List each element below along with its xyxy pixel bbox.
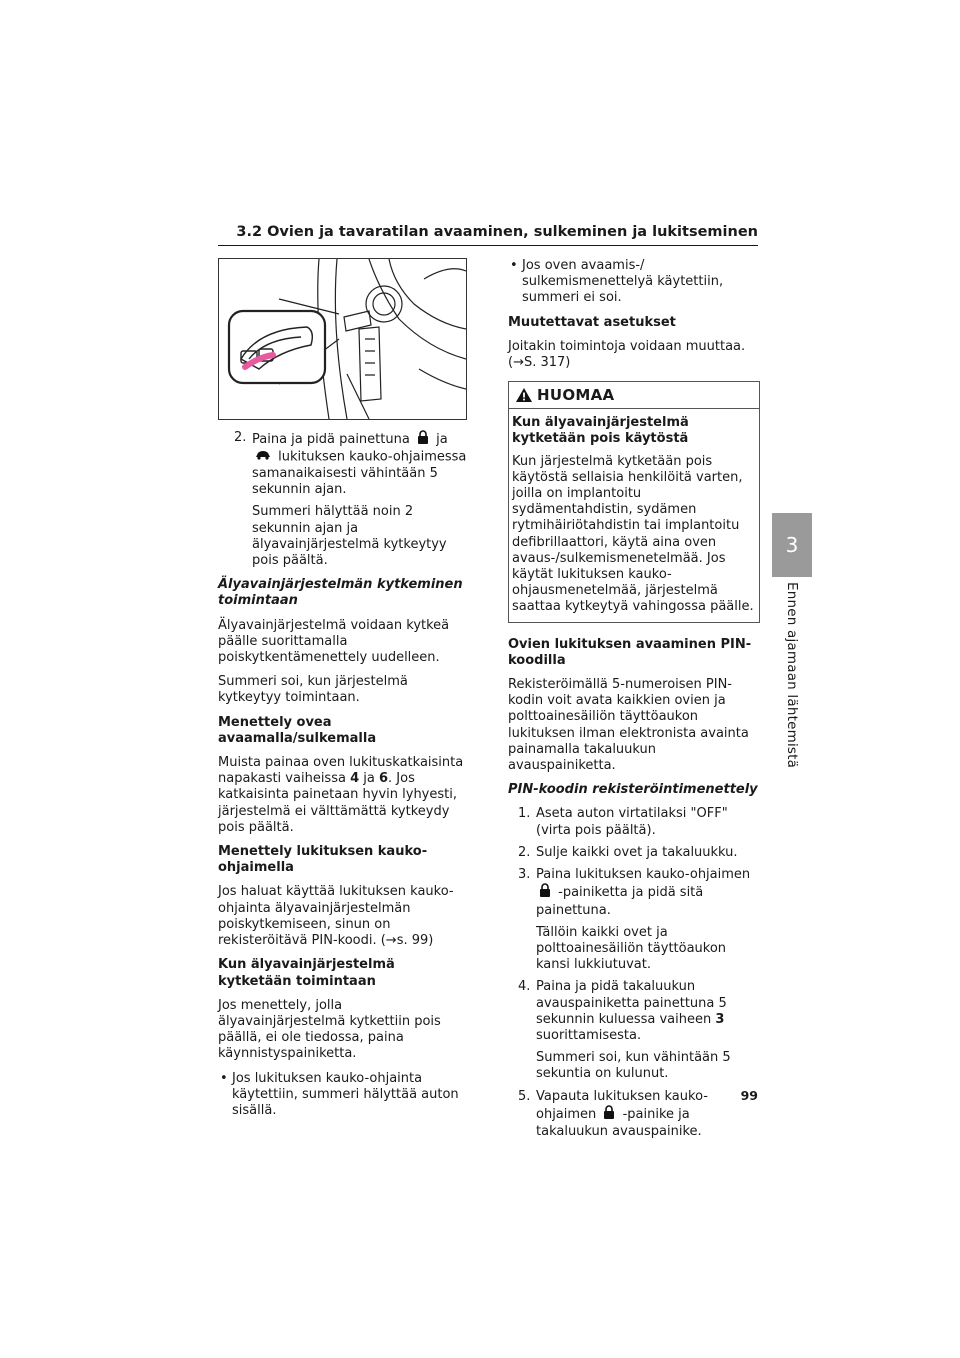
pin-step-3-pre: Paina lukituksen kauko-ohjaimen xyxy=(536,867,751,883)
bullet-door-used xyxy=(508,258,760,307)
section-title-pin-unlock: Ovien lukituksen avaaminen PIN-koodilla xyxy=(508,636,752,668)
door-method-text-a: Muista painaa oven lukituskatkaisinta napakasti vaiheissa xyxy=(218,755,464,787)
door-method-step-ref-4: 4 xyxy=(350,771,360,787)
pin-step-5-post: -painike ja takaluukun avauspainike. xyxy=(536,1106,702,1139)
left-column xyxy=(218,258,470,1127)
step-2 xyxy=(218,430,470,498)
section-enable-p2: Summeri soi, kun järjestelmä kytkeytyy toimintaan. xyxy=(218,674,408,706)
chapter-label xyxy=(772,582,812,772)
step-2-mid: ja xyxy=(436,432,448,448)
pin-step-2-number: 2. xyxy=(518,844,531,860)
door-method-step-ref-6: 6 xyxy=(378,771,389,787)
pin-step-4-number: 4. xyxy=(518,979,531,995)
section-settings-text: Joitakin toimintoja voidaan muuttaa. (→S. 317) xyxy=(508,338,746,371)
door-method-text-d: . Jos katkaisinta painetaan hyvin lyhyesti, järjestelmä ei välttämättä kytkeydy pois päältä. xyxy=(218,771,457,835)
warning-icon xyxy=(515,387,533,403)
section-title-door-method: Menettely ovea avaamalla/sulkemalla xyxy=(218,714,377,746)
lock-icon xyxy=(539,883,551,902)
bullet-remote-used-text: Jos lukituksen kauko-ohjainta käytettiin, summeri hälyttää auton sisällä. xyxy=(232,1070,459,1118)
step-2-rest: lukituksen kauko-ohjaimessa samanaikaisesti vähintään 5 sekunnin ajan. xyxy=(252,449,467,498)
pin-step-2 xyxy=(518,845,760,861)
section-when-enabled-text: Jos menettely, jolla älyavainjärjestelmä kytkettiin pois päällä, ei ole tiedossa, paina käynnistyspainiketta. xyxy=(218,997,441,1062)
notice-title: Kun älyavainjärjestelmä kytketään pois käytöstä xyxy=(512,415,689,447)
bullet-door-used-text: Jos oven avaamis-/ sulkemismenettelyä käytettiin, summeri ei soi. xyxy=(522,258,724,306)
notice-header xyxy=(509,382,759,409)
notice-text: Kun järjestelmä kytketään pois käytöstä sellaisia henkilöitä varten, joilla on implantoitu sydämentahdistin, sydämen rytmihäiriötahdistin tai implantoitu defibrillaattori, käytä aina oven avaus-/sulkemismenetelmää. Jos käytät lukituksen kauko-ohjausmenetelmää, järjestelmä saattaa kytkeytyä vahingossa päälle. xyxy=(512,453,754,615)
pin-step-3 xyxy=(518,867,760,919)
pin-step-5-pre: Vapauta lukituksen kauko-ohjaimen xyxy=(536,1088,708,1122)
section-enable-p1: Älyavainjärjestelmä voidaan kytkeä päälle suorittamalla poiskytkentämenettely uudelleen. xyxy=(218,617,450,666)
header-rule xyxy=(218,245,758,246)
door-lock-switch-illustration xyxy=(218,258,467,420)
notice-body xyxy=(509,409,759,621)
notice-label: HUOMAA xyxy=(537,386,615,405)
pin-step-4-note: Summeri soi, kun vähintään 5 sekuntia on kulunut. xyxy=(536,1050,731,1082)
pin-step-4-pre: Paina ja pidä takaluukun avauspainiketta painettuna 5 sekunnin kuluessa vaiheen xyxy=(536,979,727,1027)
pin-step-4-post: suorittamisesta. xyxy=(536,1027,642,1043)
page-number: 99 xyxy=(740,1088,758,1103)
section-title-settings: Muutettavat asetukset xyxy=(508,314,676,330)
bullet-dot: • xyxy=(220,1070,228,1086)
lock-icon xyxy=(417,430,429,449)
pin-step-4-ref: 3 xyxy=(715,1011,725,1027)
running-header: 3.2 Ovien ja tavaratilan avaaminen, sulkeminen ja lukitseminen xyxy=(236,224,758,240)
pin-step-1 xyxy=(518,806,760,838)
chapter-label-text: Ennen ajamaan lähtemistä xyxy=(784,582,800,769)
section-door-method-text xyxy=(218,755,470,836)
pin-step-3-note: Tällöin kaikki ovet ja polttoainesäiliön täyttöaukon kansi lukkiutuvat. xyxy=(536,924,727,973)
right-column xyxy=(508,258,760,1146)
chapter-number: 3 xyxy=(785,533,799,557)
section-title-enable: Älyavainjärjestelmän kytkeminen toimintaan xyxy=(218,577,463,609)
pin-step-3-number: 3. xyxy=(518,867,531,883)
section-title-when-enabled: Kun älyavainjärjestelmä kytketään toimintaan xyxy=(218,957,395,989)
pin-step-3-post: -painiketta ja pidä sitä painettuna. xyxy=(536,885,704,918)
section-title-pin-register: PIN-koodin rekisteröintimenettely xyxy=(508,782,758,798)
pin-step-1-number: 1. xyxy=(518,806,531,822)
step-2-note: Summeri hälyttää noin 2 sekunnin ajan ja älyavainjärjestelmä kytkeytyy pois päältä. xyxy=(252,504,447,569)
bullet-dot: • xyxy=(510,258,518,273)
section-title-remote-method: Menettely lukituksen kauko-ohjaimella xyxy=(218,844,428,876)
bullet-remote-used xyxy=(218,1071,470,1120)
step-2-number: 2. xyxy=(234,430,247,445)
car-icon xyxy=(255,449,271,465)
pin-step-2-text: Sulje kaikki ovet ja takaluukku. xyxy=(536,844,738,860)
chapter-tab[interactable] xyxy=(772,513,812,577)
section-pin-unlock-text: Rekisteröimällä 5-numeroisen PIN-kodin voit avata kaikkien ovien ja polttoainesäiliön täyttöaukon lukituksen ilman elektronista avainta painamalla takaluukun avauspainiketta. xyxy=(508,677,749,774)
notice-box xyxy=(508,381,760,622)
section-remote-method-text: Jos haluat käyttää lukituksen kauko-ohjainta älyavainjärjestelmän poiskytkemiseen, sinun on rekisteröitävä PIN-koodi. (→s. 99) xyxy=(218,884,454,949)
door-interior-drawing xyxy=(219,259,466,419)
door-method-text-c: ja xyxy=(359,771,379,787)
pin-step-5-number: 5. xyxy=(518,1088,531,1104)
step-2-pre: Paina ja pidä painettuna xyxy=(252,432,410,448)
lock-icon xyxy=(603,1105,615,1124)
pin-step-1-text: Aseta auton virtatilaksi "OFF" (virta pois päältä). xyxy=(536,806,728,838)
pin-step-4 xyxy=(518,979,760,1044)
